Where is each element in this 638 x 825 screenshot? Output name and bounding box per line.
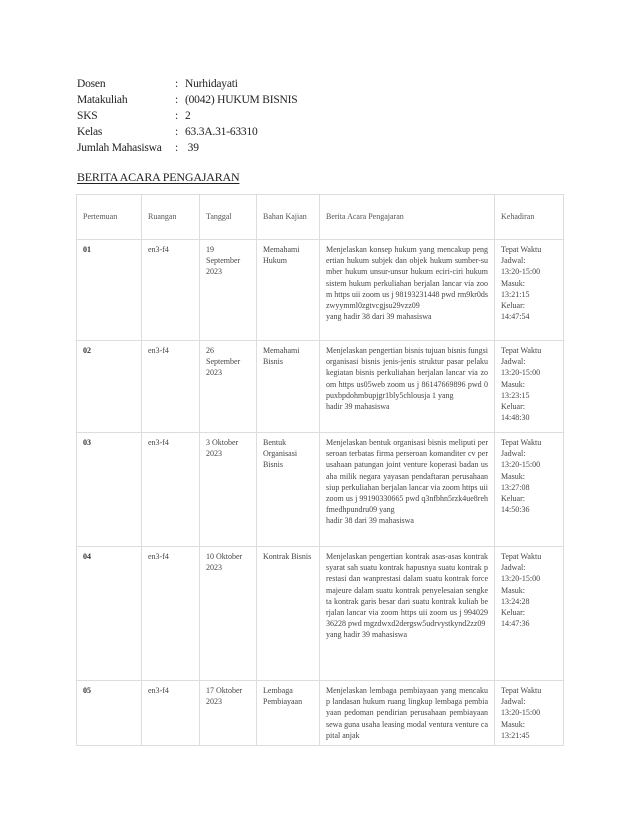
teaching-record-table [76, 194, 563, 746]
info-row-jumlah-mahasiswa [77, 140, 297, 156]
kehadiran-keluar-label: Keluar: [501, 402, 525, 412]
cell-bahan-kajian: Kontrak Bisnis [257, 547, 320, 681]
cell-ruangan: en3-f4 [142, 341, 200, 433]
cell-bahan-kajian: Bentuk Organisasi Bisnis [257, 433, 320, 547]
kehadiran-jadwal-label: Jadwal: [501, 697, 526, 707]
cell-pertemuan: 01 [77, 240, 142, 341]
info-colon: : [175, 142, 178, 154]
kehadiran-keluar-label: Keluar: [501, 301, 525, 311]
info-colon: : [175, 110, 178, 122]
cell-ruangan: en3-f4 [142, 681, 200, 746]
kehadiran-masuk-time: 13:21:45 [501, 730, 530, 740]
kehadiran-masuk-time: 13:24:28 [501, 596, 530, 606]
kehadiran-masuk-time: 13:27:08 [501, 482, 530, 492]
header-tanggal: Tanggal [200, 195, 257, 240]
kehadiran-status: Tepat Waktu [501, 346, 542, 355]
kehadiran-keluar-time: 14:47:54 [501, 312, 530, 322]
info-row-sks [77, 108, 297, 124]
info-row-dosen [77, 76, 297, 92]
info-row-matakuliah [77, 92, 297, 108]
cell-ruangan: en3-f4 [142, 547, 200, 681]
cell-bahan-kajian: Memahami Bisnis [257, 341, 320, 433]
header-kehadiran: Kehadiran [495, 195, 564, 240]
berita-attendance: hadir 39 mahasiswa [326, 402, 390, 412]
kehadiran-keluar-time: 14:50:36 [501, 505, 530, 515]
cell-tanggal: 19 September 2023 [200, 240, 257, 341]
cell-pertemuan: 05 [77, 681, 142, 746]
info-label: SKS [77, 110, 98, 122]
kehadiran-masuk-label: Masuk: [501, 585, 525, 595]
cell-kehadiran [495, 681, 564, 746]
cell-kehadiran [495, 547, 564, 681]
course-info [77, 76, 297, 156]
kehadiran-keluar-time: 14:48:30 [501, 413, 530, 423]
kehadiran-keluar-label: Keluar: [501, 608, 525, 618]
kehadiran-jadwal-label: Jadwal: [501, 256, 526, 266]
info-colon: : [175, 94, 178, 106]
kehadiran-masuk-label: Masuk: [501, 471, 525, 481]
header-berita-acara: Berita Acara Pengajaran [320, 195, 495, 240]
cell-berita-acara [320, 547, 495, 681]
berita-text: Menjelaskan pengertian kontrak asas-asas kontrak syarat sah suatu kontrak hapusnya suatu kontrak prestasi dan wanprestasi dalam suatu kontrak force majeure dalam suatu kontrak penyelesaian sengketa kontrak garis besar dari suatu kontrak kuliah berjalan lancar via zoom https uii zoom us j 99402936228 pwd mgzdwxd2dergsw5udrvystkynd2zz09 [326, 552, 488, 629]
info-value: 63.3A.31-63310 [185, 126, 258, 138]
table-row [77, 240, 564, 341]
table-header-row [77, 195, 564, 240]
cell-kehadiran [495, 240, 564, 341]
info-value: (0042) HUKUM BISNIS [185, 94, 298, 106]
table-row [77, 547, 564, 681]
berita-text: Menjelaskan pengertian bisnis tujuan bisnis fungsi organisasi bisnis jenis-jenis struktur pasar pelaku kegiatan bisnis perkuliahan berjalan lancar via zoom https us05web zoom us j 86147669896 pwd 0puxbpdohmbupjgr1bly5chlousja 1 yang [326, 346, 488, 400]
kehadiran-jadwal-time: 13:20-15:00 [501, 460, 541, 470]
kehadiran-jadwal-label: Jadwal: [501, 357, 526, 367]
cell-berita-acara [320, 240, 495, 341]
info-label: Kelas [77, 126, 103, 138]
cell-pertemuan: 03 [77, 433, 142, 547]
cell-berita-acara [320, 433, 495, 547]
cell-berita-acara [320, 341, 495, 433]
kehadiran-jadwal-time: 13:20-15:00 [501, 368, 541, 378]
kehadiran-jadwal-label: Jadwal: [501, 563, 526, 573]
info-label: Jumlah Mahasiswa [77, 142, 162, 154]
info-value: Nurhidayati [185, 78, 238, 90]
kehadiran-masuk-label: Masuk: [501, 719, 525, 729]
info-label: Dosen [77, 78, 106, 90]
kehadiran-jadwal-time: 13:20-15:00 [501, 267, 541, 277]
kehadiran-status: Tepat Waktu [501, 686, 542, 695]
kehadiran-jadwal-time: 13:20-15:00 [501, 574, 541, 584]
kehadiran-masuk-time: 13:23:15 [501, 390, 530, 400]
info-value: 39 [185, 142, 199, 154]
cell-kehadiran [495, 341, 564, 433]
info-label: Matakuliah [77, 94, 128, 106]
section-heading: BERITA ACARA PENGAJARAN [77, 170, 240, 184]
cell-bahan-kajian: Lembaga Pembiayaan [257, 681, 320, 746]
berita-text: Menjelaskan lembaga pembiayaan yang mencakup landasan hukum ruang lingkup lembaga pembiayaan pedoman pendirian perusahaan pembiayaan sewa guna usaha leasing modal ventura venture capital anjak [326, 686, 488, 740]
header-pertemuan: Pertemuan [77, 195, 142, 240]
kehadiran-keluar-time: 14:47:36 [501, 619, 530, 629]
cell-kehadiran [495, 433, 564, 547]
kehadiran-jadwal-label: Jadwal: [501, 449, 526, 459]
info-value: 2 [185, 110, 191, 122]
kehadiran-masuk-label: Masuk: [501, 278, 525, 288]
cell-tanggal: 17 Oktober 2023 [200, 681, 257, 746]
header-ruangan: Ruangan [142, 195, 200, 240]
cell-tanggal: 26 September 2023 [200, 341, 257, 433]
berita-attendance: hadir 38 dari 39 mahasiswa [326, 516, 414, 526]
kehadiran-jadwal-time: 13:20-15:00 [501, 708, 541, 718]
cell-pertemuan: 02 [77, 341, 142, 433]
info-colon: : [175, 78, 178, 90]
kehadiran-status: Tepat Waktu [501, 438, 542, 447]
kehadiran-status: Tepat Waktu [501, 552, 542, 561]
kehadiran-masuk-time: 13:21:15 [501, 289, 530, 299]
info-colon: : [175, 126, 178, 138]
cell-tanggal: 3 Oktober 2023 [200, 433, 257, 547]
kehadiran-keluar-label: Keluar: [501, 494, 525, 504]
table-row [77, 341, 564, 433]
cell-berita-acara [320, 681, 495, 746]
cell-bahan-kajian: Memahami Hukum [257, 240, 320, 341]
cell-tanggal: 10 Oktober 2023 [200, 547, 257, 681]
table-row [77, 681, 564, 746]
berita-text: Menjelaskan konsep hukum yang mencakup pengertian hukum subjek dan objek hukum sumber-sumber hukum unsur-unsur hukum eciri-ciri hukum sistem hukum perkuliahan berjalan lancar via zoom https uii zoom us j 98193231448 pwd rm9kr0dszwyymml0zgtvcgjsu29vzz09 [326, 245, 488, 311]
cell-ruangan: en3-f4 [142, 240, 200, 341]
info-row-kelas [77, 124, 297, 140]
berita-attendance: yang hadir 38 dari 39 mahasiswa [326, 312, 432, 322]
cell-pertemuan: 04 [77, 547, 142, 681]
berita-text: Menjelaskan bentuk organisasi bisnis meliputi perseroan terbatas firma perseroan komanditer cv perusahaan patungan joint venture koperasi badan usaha milik negara yayasan pendaftaran perusahaan siup perkuliahan berjalan lancar via zoom https uii zoom us j 99190330665 pwd q3nfbhn5rzk4ue8rehfmedhpundru09 yang [326, 438, 488, 515]
cell-ruangan: en3-f4 [142, 433, 200, 547]
header-bahan-kajian: Bahan Kajian [257, 195, 320, 240]
berita-attendance: yang hadir 39 mahasiswa [326, 630, 408, 640]
kehadiran-masuk-label: Masuk: [501, 379, 525, 389]
kehadiran-status: Tepat Waktu [501, 245, 542, 254]
table-row [77, 433, 564, 547]
